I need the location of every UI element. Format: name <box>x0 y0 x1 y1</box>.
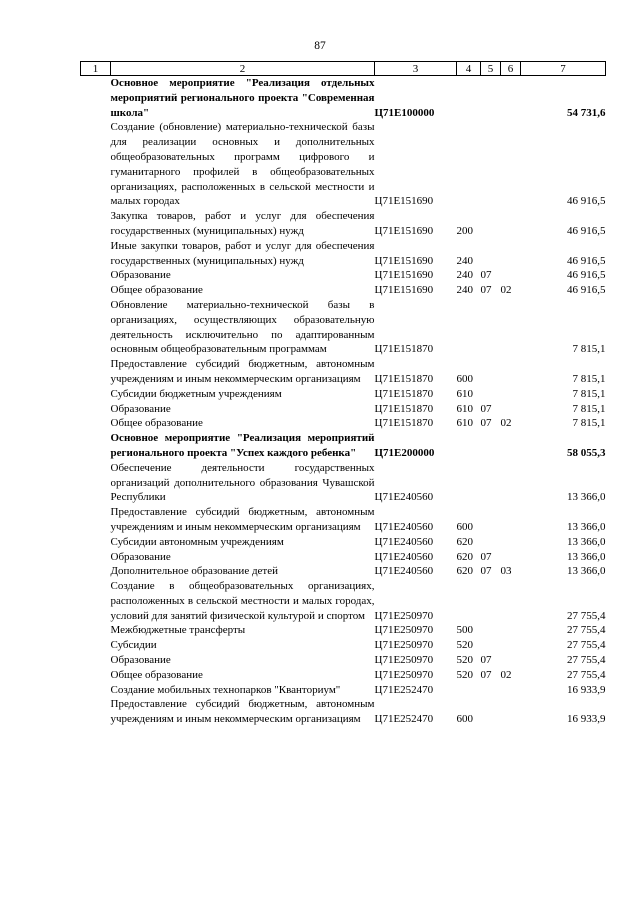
row-section: 07 <box>480 565 492 578</box>
row-name: Субсидии <box>110 639 157 652</box>
row-name: Образование <box>110 654 171 667</box>
row-section <box>481 638 501 653</box>
row-section: 07 <box>480 668 492 681</box>
cell-blank <box>81 668 111 683</box>
cell-blank <box>81 697 111 727</box>
row-section <box>481 431 501 461</box>
cell-blank <box>81 623 111 638</box>
row-subsection <box>501 120 521 209</box>
row-subsection <box>501 683 521 698</box>
row-expense-type: 240 <box>456 254 473 267</box>
table-row <box>81 283 606 298</box>
row-section: 07 <box>480 269 492 282</box>
row-amount: 13 366,0 <box>567 565 606 578</box>
row-section <box>481 623 501 638</box>
table-row <box>81 461 606 505</box>
row-subsection <box>501 697 521 727</box>
row-subsection <box>501 209 521 239</box>
row-subsection <box>501 402 521 417</box>
table-row <box>81 535 606 550</box>
row-name: Обновление материально-технической базы в организациях, осуществляющих образовательную деятельность исключительно по адаптированным основным общеобразовательным программам <box>110 298 375 356</box>
row-section <box>481 239 501 269</box>
row-expense-type: 610 <box>456 417 473 430</box>
table-row <box>81 357 606 387</box>
row-expense-type: 520 <box>456 668 473 681</box>
table-row <box>81 268 606 283</box>
row-code: Ц71Е151690 <box>374 269 434 282</box>
row-expense-type <box>457 298 481 357</box>
table-row <box>81 298 606 357</box>
row-subsection <box>501 239 521 269</box>
row-name: Субсидии автономным учреждениям <box>110 535 284 548</box>
row-section <box>481 579 501 623</box>
row-section <box>481 120 501 209</box>
cell-blank <box>81 550 111 565</box>
table-row <box>81 697 606 727</box>
cell-blank <box>81 357 111 387</box>
table-row <box>81 387 606 402</box>
row-expense-type: 520 <box>456 639 473 652</box>
row-name: Дополнительное образование детей <box>110 565 279 578</box>
row-name: Общее образование <box>110 417 203 430</box>
table-row <box>81 239 606 269</box>
row-name: Предоставление субсидий бюджетным, автономным учреждениям и иным некоммерческим организациям <box>110 506 375 533</box>
row-name: Иные закупки товаров, работ и услуг для обеспечения государственных (муниципальных) нужд <box>110 239 375 267</box>
row-subsection <box>501 76 521 121</box>
row-subsection <box>501 535 521 550</box>
row-code: Ц71Е252470 <box>374 683 434 696</box>
row-code: Ц71Е240560 <box>374 491 434 504</box>
row-expense-type: 500 <box>456 624 473 637</box>
cell-blank <box>81 402 111 417</box>
row-expense-type: 600 <box>456 372 473 385</box>
row-subsection <box>501 579 521 623</box>
row-code: Ц71Е151690 <box>374 284 434 297</box>
row-amount: 27 755,4 <box>567 624 606 637</box>
table-row <box>81 683 606 698</box>
row-section <box>481 697 501 727</box>
row-name: Основное мероприятие "Реализация мероприятий регионального проекта "Успех каждого ребенка" <box>110 432 375 459</box>
row-section <box>481 505 501 535</box>
row-section <box>481 387 501 402</box>
row-expense-type: 240 <box>456 269 473 282</box>
row-code: Ц71Е100000 <box>374 106 435 119</box>
row-section: 07 <box>480 417 492 430</box>
row-amount: 13 366,0 <box>567 535 606 548</box>
table-row <box>81 209 606 239</box>
row-name: Образование <box>110 550 171 563</box>
row-code: Ц71Е151690 <box>374 254 434 267</box>
row-subsection <box>501 268 521 283</box>
row-code: Ц71Е151870 <box>374 402 434 415</box>
row-section <box>481 298 501 357</box>
cell-blank <box>81 416 111 431</box>
table-row <box>81 653 606 668</box>
row-section: 07 <box>480 402 492 415</box>
row-expense-type: 620 <box>456 535 473 548</box>
cell-blank <box>81 638 111 653</box>
row-subsection <box>501 387 521 402</box>
row-code: Ц71Е151870 <box>374 417 434 430</box>
table-header-row <box>81 62 606 76</box>
budget-table <box>80 61 606 727</box>
cell-blank <box>81 683 111 698</box>
page-number: 87 <box>314 40 326 52</box>
row-subsection: 02 <box>500 668 512 681</box>
row-amount: 46 916,5 <box>567 254 606 267</box>
cell-blank <box>81 209 111 239</box>
column-header: 5 <box>481 62 501 76</box>
table-row <box>81 564 606 579</box>
row-amount: 7 815,1 <box>572 372 606 385</box>
row-expense-type <box>457 431 481 461</box>
row-code: Ц71Е151690 <box>374 224 434 237</box>
row-code: Ц71Е151870 <box>374 343 434 356</box>
cell-blank <box>81 239 111 269</box>
table-row <box>81 623 606 638</box>
row-subsection <box>501 653 521 668</box>
row-name: Предоставление субсидий бюджетным, автономным учреждениям и иным некоммерческим организациям <box>110 698 375 726</box>
row-section <box>481 683 501 698</box>
row-amount: 46 916,5 <box>567 195 606 208</box>
row-name: Образование <box>110 402 171 415</box>
row-expense-type: 600 <box>456 520 473 533</box>
row-section <box>481 357 501 387</box>
row-amount: 13 366,0 <box>567 550 606 563</box>
cell-blank <box>81 564 111 579</box>
row-name: Обеспечение деятельности государственных организаций дополнительного образования Чувашской Республики <box>110 461 375 504</box>
table-row <box>81 402 606 417</box>
row-expense-type <box>457 76 481 121</box>
table-row <box>81 550 606 565</box>
row-amount: 27 755,4 <box>567 654 606 667</box>
cell-blank <box>81 431 111 461</box>
row-amount: 46 916,5 <box>567 269 606 282</box>
row-subsection: 02 <box>500 417 512 430</box>
cell-blank <box>81 76 111 121</box>
row-code: Ц71Е200000 <box>374 446 435 459</box>
row-amount: 16 933,9 <box>567 683 606 696</box>
row-amount: 7 815,1 <box>572 417 606 430</box>
row-name: Закупка товаров, работ и услуг для обеспечения государственных (муниципальных) нужд <box>110 210 375 237</box>
table-row <box>81 120 606 209</box>
column-header: 4 <box>457 62 481 76</box>
table-row <box>81 431 606 461</box>
row-subsection <box>501 431 521 461</box>
row-code: Ц71Е151870 <box>374 387 434 400</box>
row-code: Ц71Е151690 <box>374 195 434 208</box>
row-name: Создание (обновление) материально-технической базы для реализации основных и дополнительных общеобразовательных программ цифрового и гуманитарного профилей в общеобразовательных организациях, расположенных в сельской местности и малых городах <box>110 121 375 208</box>
row-subsection <box>501 298 521 357</box>
row-amount: 7 815,1 <box>572 402 606 415</box>
table-body <box>81 76 606 728</box>
row-amount: 58 055,3 <box>567 446 606 459</box>
row-amount: 7 815,1 <box>572 387 606 400</box>
row-name: Основное мероприятие "Реализация отдельных мероприятий регионального проекта "Современная школа" <box>110 77 375 119</box>
row-section <box>481 535 501 550</box>
row-expense-type <box>457 461 481 505</box>
table-row <box>81 416 606 431</box>
row-name: Предоставление субсидий бюджетным, автономным учреждениям и иным некоммерческим организациям <box>110 358 375 385</box>
row-subsection <box>501 505 521 535</box>
row-section: 07 <box>480 654 492 667</box>
cell-blank <box>81 461 111 505</box>
row-amount: 13 366,0 <box>567 520 606 533</box>
column-header: 6 <box>501 62 521 76</box>
column-header: 3 <box>375 62 457 76</box>
cell-blank <box>81 653 111 668</box>
row-subsection <box>501 550 521 565</box>
row-subsection: 02 <box>500 284 512 297</box>
row-expense-type <box>457 683 481 698</box>
row-subsection <box>501 357 521 387</box>
row-code: Ц71Е240560 <box>374 550 434 563</box>
row-amount: 27 755,4 <box>567 639 606 652</box>
row-expense-type: 520 <box>456 654 473 667</box>
row-amount: 46 916,5 <box>567 224 606 237</box>
row-amount: 13 366,0 <box>567 491 606 504</box>
row-code: Ц71Е250970 <box>374 624 434 637</box>
row-expense-type <box>457 120 481 209</box>
row-amount: 54 731,6 <box>567 106 606 119</box>
row-section <box>481 209 501 239</box>
row-expense-type: 620 <box>456 565 473 578</box>
row-expense-type: 600 <box>456 713 473 726</box>
cell-blank <box>81 579 111 623</box>
row-code: Ц71Е250970 <box>374 654 434 667</box>
row-code: Ц71Е250970 <box>374 609 434 622</box>
cell-blank <box>81 268 111 283</box>
row-subsection: 03 <box>500 565 512 578</box>
row-name: Субсидии бюджетным учреждениям <box>110 387 282 400</box>
row-section: 07 <box>480 550 492 563</box>
cell-blank <box>81 283 111 298</box>
row-amount: 7 815,1 <box>572 343 606 356</box>
row-code: Ц71Е252470 <box>374 713 434 726</box>
row-subsection <box>501 638 521 653</box>
row-expense-type <box>457 579 481 623</box>
cell-blank <box>81 387 111 402</box>
row-expense-type: 610 <box>456 402 473 415</box>
row-section <box>481 461 501 505</box>
column-header: 1 <box>81 62 111 76</box>
row-code: Ц71Е240560 <box>374 520 434 533</box>
row-subsection <box>501 623 521 638</box>
row-amount: 46 916,5 <box>567 284 606 297</box>
row-name: Межбюджетные трансферты <box>110 624 246 637</box>
row-code: Ц71Е250970 <box>374 639 434 652</box>
column-header: 7 <box>521 62 606 76</box>
row-expense-type: 620 <box>456 550 473 563</box>
row-subsection <box>501 461 521 505</box>
row-name: Создание в общеобразовательных организациях, расположенных в сельской местности и малых городах, условий для занятий физической культурой и спортом <box>110 580 375 622</box>
row-section: 07 <box>480 284 492 297</box>
table-row <box>81 76 606 121</box>
cell-blank <box>81 535 111 550</box>
cell-blank <box>81 505 111 535</box>
cell-blank <box>81 298 111 357</box>
table-row <box>81 505 606 535</box>
row-expense-type: 610 <box>456 387 473 400</box>
row-name: Общее образование <box>110 668 203 681</box>
row-name: Образование <box>110 269 171 282</box>
row-code: Ц71Е240560 <box>374 535 434 548</box>
cell-blank <box>81 120 111 209</box>
row-expense-type: 200 <box>456 224 473 237</box>
table-row <box>81 638 606 653</box>
row-code: Ц71Е151870 <box>374 372 434 385</box>
row-amount: 27 755,4 <box>567 609 606 622</box>
row-expense-type: 240 <box>456 284 473 297</box>
row-section <box>481 76 501 121</box>
column-header: 2 <box>111 62 375 76</box>
row-amount: 27 755,4 <box>567 668 606 681</box>
table-row <box>81 579 606 623</box>
row-code: Ц71Е240560 <box>374 565 434 578</box>
row-amount: 16 933,9 <box>567 713 606 726</box>
table-row <box>81 668 606 683</box>
row-name: Общее образование <box>110 284 203 297</box>
row-code: Ц71Е250970 <box>374 668 434 681</box>
row-name: Создание мобильных технопарков "Кванториум" <box>110 683 341 696</box>
